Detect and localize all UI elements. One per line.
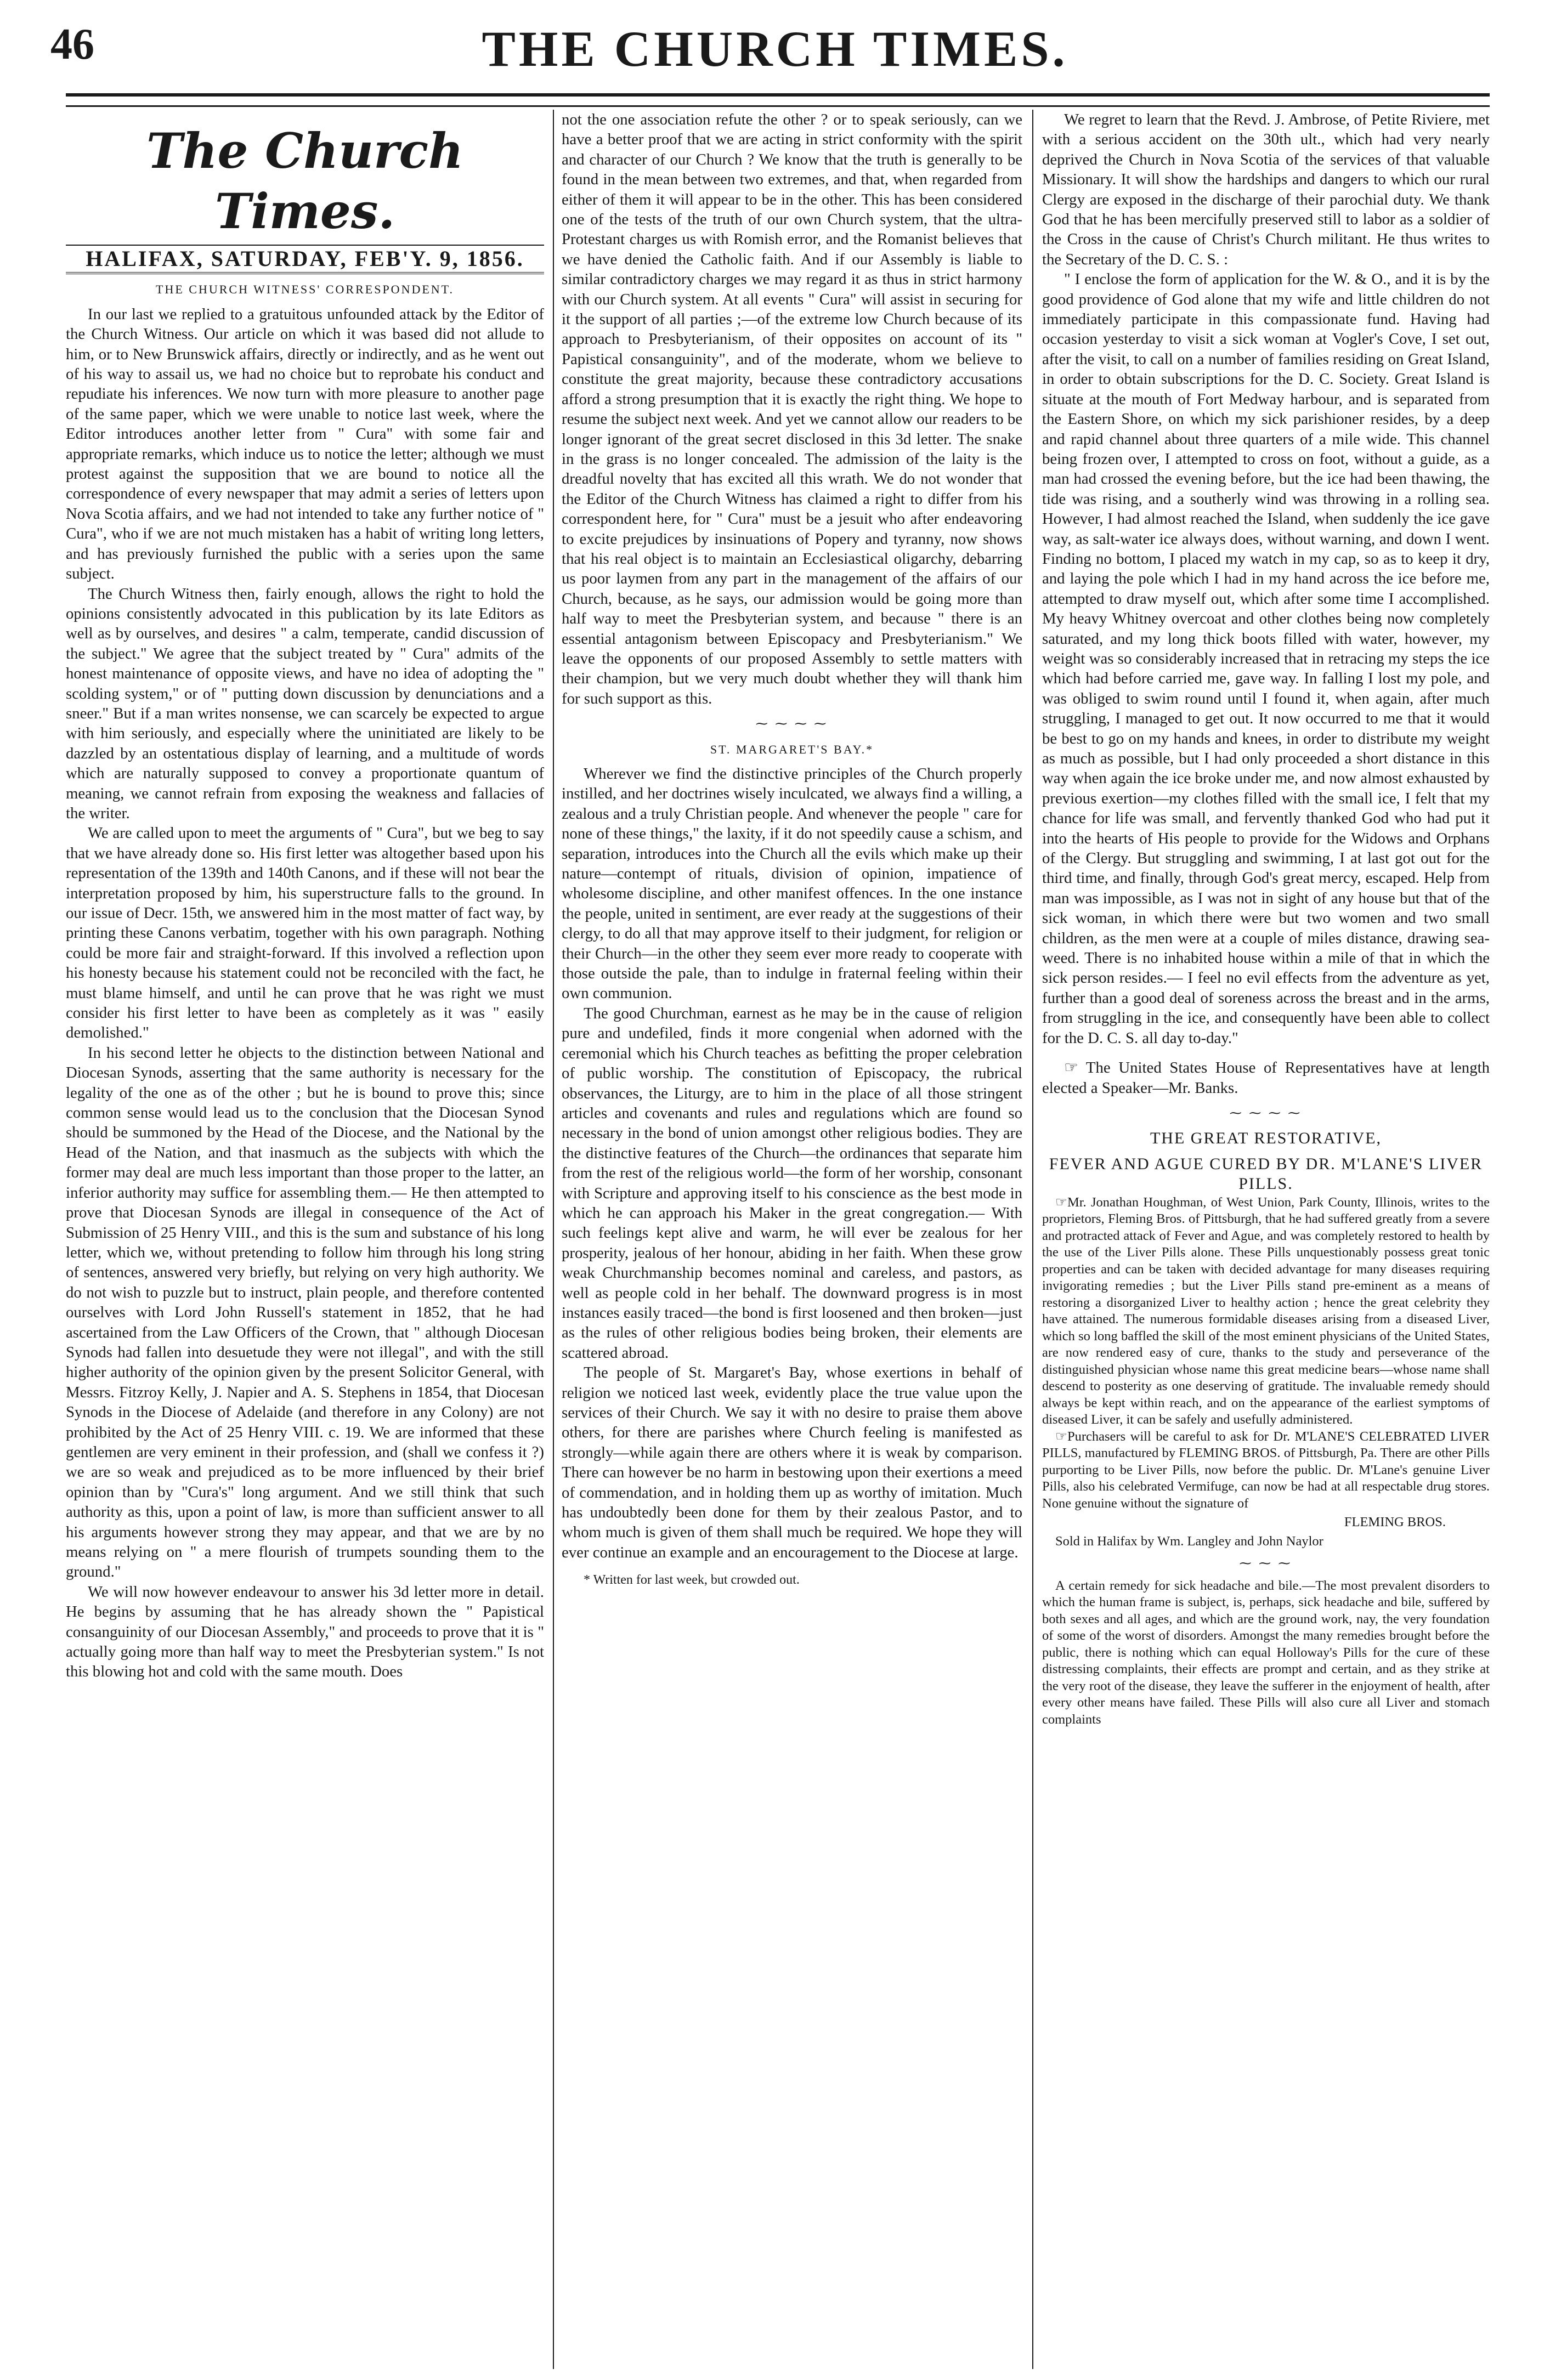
- article-paragraph: The people of St. Margaret's Bay, whose exertions in behalf of religion we noticed last week, evidently place the true value upon the services of their Church. We say it with no desire to praise them above others, for there are parishes where Church feeling is manifested as strongly—while again there are others where it is weak by comparison. There can however be no harm in bestowing upon their exertions a meed of commendation, and in holding them up as worthy of imitation. Much has undoubtedly been done for them by their zealous Pastor, and to whom much is given of them shall much be required. We hope they will ever continue an example and an encouragement to the Diocese at large.: [562, 1364, 1022, 1561]
- advert-paragraph: A certain remedy for sick headache and bile.—The most prevalent disorders to which the human frame is subject, is, perhaps, sick headache and bile, suffered by both sexes and all ages, and which are the ground work, nay, the very foundation of some of the worst of disorders. Amongst the many remedies brought before the public, there is nothing which can equal Holloway's Pills for the cure of these distressing complaints, their effects are prompt and certain, and as they strike at the very root of the disease, they leave the sufferer in the enjoyment of health, after every other means have failed. These Pills will also cure all Liver and stomach complaints: [1042, 1578, 1490, 1727]
- column-1: [66, 110, 544, 2369]
- advert-signature: FLEMING BROS.: [1344, 1515, 1446, 1530]
- masthead-rule: [66, 93, 1490, 107]
- footnote: * Written for last week, but crowded out.: [584, 1573, 800, 1588]
- column-rule-1: [553, 110, 554, 2369]
- article-paragraph: In our last we replied to a gratuitous unfounded attack by the Editor of the Church Witness. Our article on which it was based did not allude to him, or to New Brunswick affairs, directly or indirectly, and as he went out of his way to assail us, we had no choice but to reprobate his conduct and repudiate his inferences. We now turn with more pleasure to another page of the same paper, which we were unable to notice last week, where the Editor introduces another letter from " Cura" with some fair and appropriate remarks, which induce us to notice the letter; although we must protest against the supposition that we are bound to notice all the correspondence of every newspaper that may admit a series of letters upon Nova Scotia affairs, and we had not intended to take any further notice of " Cura", who if we are not much mistaken has a habit of writing long letters, and has previously furnished the public with a series upon the same subject.: [66, 305, 544, 583]
- notice: ☞ The United States House of Representatives have at length elected a Speaker—Mr. Banks.: [1042, 1059, 1490, 1097]
- article-paragraph: The Church Witness then, fairly enough, allows the right to hold the opinions consistently advocated in this publication by its late Editors as well as by ourselves, and desires " a calm, temperate, candid discussion of the subject." We agree that the subject treated by " Cura" admits of the honest maintenance of opposite views, and have no idea of adopting the " scolding system," or of " putting down discussion by denunciations and a sneer." But if a man writes nonsense, we can scarcely be expected to argue with him seriously, and especially where the uninitiated are likely to be dazzled by an ostentatious display of learning, and a multitude of words which are naturally supposed to convey a proportionate quantum of meaning, we cannot refrain from exposing the weakness and fallacies of the writer.: [66, 585, 544, 822]
- advert-subheading: FEVER AND AGUE CURED BY DR. M'LANE'S LIVER PILLS.: [1049, 1154, 1483, 1193]
- advert: [1042, 1194, 1490, 1729]
- column-rule-2: [1032, 110, 1033, 2369]
- ornament-divider: ⁓ ⁓ ⁓ ⁓: [1229, 1106, 1303, 1120]
- advert-sold: Sold in Halifax by Wm. Langley and John Naylor: [1055, 1533, 1323, 1549]
- section-heading: ST. MARGARET'S BAY.*: [710, 742, 874, 756]
- article-paragraph: Wherever we find the distinctive principles of the Church properly instilled, and her doctrines wisely inculcated, we always find a willing, a zealous and a truly Christian people. And whenever the people " care for none of these things," the laxity, if it do not speedily cause a schism, and separation, introduces into the Church all the evils which make up their nature—contempt of rituals, division of opinion, impatience of wholesome discipline, and other manifest offences. In the one instance the people, united in sentiment, are ever ready at the suggestions of their clergy, to do all that may approve itself to their judgment, for religion or their Church—in the other they seem ever more ready to cooperate with those outside the pale, than to indulge in fraternal feeling within their own communion.: [562, 765, 1022, 1002]
- section-heading: THE CHURCH WITNESS' CORRESPONDENT.: [156, 282, 454, 297]
- masthead: THE CHURCH TIMES.: [482, 21, 1068, 77]
- paper-title: The Church Times.: [146, 122, 463, 240]
- column-3: [1042, 110, 1490, 2369]
- quoted-letter: " I enclose the form of application for the W. & O., and it is by the good providence of God alone that my wife and little children do not immediately participate in this compassionate fund. Having had occasion yesterday to visit a sick woman at Vogler's Cove, I set out, after the visit, to call on a number of families residing on Great Island, in order to obtain subscriptions for the D. C. Society. Great Island is situate at the mouth of Fort Medway harbour, and is separated from the Eastern Shore, on which my sick parishioner resides, by a deep and rapid channel about three quarters of a mile wide. This channel being frozen over, I attempted to cross on foot, without a guide, as a man had crossed the evening before, but the ice had been thawing, the tide was rising, and a southerly wind was throwing in a rolling sea. However, I had almost reached the Island, when suddenly the ice gave way, as salt-water ice always does, without warning, and down I went. Finding no bottom, I placed my watch in my cap, so as to keep it dry, and laying the pole which I had in my hand across the ice before me, attempted to draw myself out, which after some time I accomplished. My heavy Whitney overcoat and other clothes being now completely saturated, and my long thick boots filled with water, however, my weight was so considerably increased that in retracing my steps the ice which had before carried me, gave way. In falling I lost my pole, and was obliged to swim round until I found it, when again, after much struggling, I managed to get out. It now occurred to me that it would be best to go on my hands and knees, in order to distribute my weight as much as possible, but I had only proceeded a short distance in this way when again the ice broke under me, and now almost exhausted by previous exertion—my clothes filled with the small ice, I felt that my chance for life was small, and fervently thanked God who had put it into the hearts of His people to provide for the Widows and Orphans of the Clergy. But struggling and swimming, I at last got out for the third time, and finally, through God's great mercy, escaped. Help from man was impossible, as I was not in sight of any house but that of the sick woman, in which there were but two women and two small children, as the men were at a couple of miles distance, drawing sea-weed. There is no inhabited house within a mile of that in which the sick person resides.— I feel no evil effects from the adventure as yet, further than a good deal of soreness across the breast and in the arms, from struggling in the ice, and consequently have been able to collect for the D. C. S. all day to-day.": [1042, 270, 1490, 1047]
- dateline: HALIFAX, SATURDAY, FEB'Y. 9, 1856.: [66, 245, 544, 274]
- advert-heading: THE GREAT RESTORATIVE,: [1150, 1129, 1382, 1148]
- advert-paragraph: ☞Purchasers will be careful to ask for Dr. M'LANE'S CELEBRATED LIVER PILLS, manufactured by FLEMING BROS. of Pittsburgh, Pa. There are other Pills purporting to be Liver Pills, now before the public. Dr. M'Lane's genuine Liver Pills, also his celebrated Vermifuge, can now be had at all respectable drug stores. None genuine without the signature of: [1042, 1429, 1490, 1511]
- ornament-divider: ⁓ ⁓ ⁓: [1239, 1556, 1293, 1571]
- article-paragraph: We will now however endeavour to answer his 3d letter more in detail. He begins by assuming that he has already shown the " Papistical consanguinity of our Diocesan Assembly," and proceeds to prove that it is " actually going more than half way to meet the Presbyterian system." Is not this blowing hot and cold with the same mouth. Does: [66, 1583, 544, 1681]
- advert-paragraph: ☞Mr. Jonathan Houghman, of West Union, Park County, Illinois, writes to the proprietors, Fleming Bros. of Pittsburgh, that he had suffered greatly from a severe and protracted attack of Fever and Ague, and was completely restored to health by the use of the Liver Pills alone. These Pills unquestionably possess great tonic properties and can be taken with decided advantage for many diseases requiring invigorating remedies ; but the Liver Pills stand pre-eminent as a means of restoring a disorganized Liver to healthy action ; hence the great celebrity they have attained. The numerous formidable diseases arising from a diseased Liver, which so long baffled the skill of the most eminent physicians of the United States, are now rendered easy of cure, thanks to the study and perseverance of the distinguished physician whose name this great medicine bears—whose name shall descend to posterity as one deserving of gratitude. The invaluable remedy should always be kept within reach, and on the appearance of the earliest symptoms of diseased Liver, it can be safely and usefully administered.: [1042, 1194, 1490, 1427]
- article-paragraph: The good Churchman, earnest as he may be in the cause of religion pure and undefiled, finds it more congenial when adorned with the ceremonial which his Church teaches as befitting the proper celebration of public worship. The constitution of Episcopacy, the rubrical observances, the Liturgy, are to him in the place of all those stringent articles and covenants and rules and regulations which are found so necessary in the bond of union amongst other religious bodies. They are the distinctive features of the Church—the ordinances that separate him from the rest of the religious world—the form of her worship, consonant with Scripture and approving itself to his conscience as the best mode in which he can approach his Maker in the great congregation.— With such feelings kept alive and warm, he will ever be zealous for her prosperity, jealous of her honour, abiding in her faith. When these grow weak Churchmanship becomes nominal and careless, and pastors, as well as people cold in her behalf. The downward progress is in most instances easily traced—the bond is first loosened and then broken—just as the rules of other religious bodies being broken, their elements are scattered abroad.: [562, 1004, 1022, 1362]
- ornament-divider: ⁓ ⁓ ⁓ ⁓: [755, 717, 829, 731]
- article-paragraph: We regret to learn that the Revd. J. Ambrose, of Petite Riviere, met with a serious accident on the 30th ult., which had very nearly deprived the Church in Nova Scotia of the services of that valuable Missionary. It will show the hardships and dangers to which our rural Clergy are exposed in the discharge of their parochial duty. We thank God that he has been mercifully preserved still to labor as a soldier of the Cross in the cause of Christ's Church militant. He thus writes to the Secretary of the D. C. S. :: [1042, 111, 1490, 268]
- article-paragraph: not the one association refute the other ? or to speak seriously, can we have a better proof that we are acting in strict conformity with the spirit and character of our Church ? We know that the truth is generally to be found in the mean between two extremes, and that, when regarded from either of them it will appear to be in the other. This has been considered one of the tests of the truth of our own Church system, that the ultra-Protestant charges us with Romish error, and the Romanist believes that we have denied the Catholic faith. And if our Assembly is liable to similar contradictory charges we may regard it as thus in strict harmony with our Church system. At all events " Cura" will assist in securing for it the support of all parties ;—of the extreme low Church because of its approach to Presbyterianism, of their opposites on account of its " Papistical consanguinity", and of the moderate, whom we believe to constitute the great majority, because these contradictory accusations afford a strong presumption that it is exactly the right thing. We hope to resume the subject next week. And yet we cannot allow our readers to be longer ignorant of the great secret disclosed in this 3d letter. The snake in the grass is no longer concealed. The admission of the laity is the dreadful novelty that has excited all this wrath. We do not wonder that the Editor of the Church Witness has claimed a right to differ from his correspondent here, for " Cura" must be a jesuit who after endeavoring to excite prejudices by insinuations of Popery and tyranny, now shows that his real object is to maintain an Ecclesiastical oligarchy, debarring us poor laymen from any part in the management of the affairs of our Church, because, as he says, our admission would be going more than half way to meet the Presbyterian system, and because " there is an essential antagonism between Episcopacy and Presbyterianism." We leave the opponents of our proposed Assembly to settle matters with their champion, but we very much doubt whether they will thank him for such support as this.: [562, 111, 1022, 707]
- column-2: [562, 110, 1022, 2369]
- article-paragraph: In his second letter he objects to the distinction between National and Diocesan Synods, asserting that the same authority is necessary for the legality of the one as of the other ; but he is bound to prove this; since common sense would lead us to the conclusion that the Diocesan Synod should be summoned by the Head of the Diocese, and the National by the Head of the Nation, and that inasmuch as the subjects with which the former may deal are much less important than those proper to the latter, an inferior authority may suffice for assembling them.— He then attempted to prove that Diocesan Synods are illegal in consequence of the Act of Submission of 25 Henry VIII., and this is the sum and substance of his long letter, which we, without pretending to follow him through his long string of sentences, answered very briefly, but relying on very high authority. We do not wish to puzzle but to instruct, plain people, and therefore contented ourselves with Lord John Russell's statement in 1852, that he had ascertained from the Law Officers of the Crown, that " although Diocesan Synods had fallen into desuetude they were not illegal", and with the still higher authority of the opinion given by the present Solicitor General, with Messrs. Fitzroy Kelly, J. Napier and A. S. Stephens in 1854, that Diocesan Synods in the Diocese of Adelaide (and therefore in any Colony) are not prohibited by the Act of 25 Henry VIII. c. 19. We are informed that these gentlemen are very eminent in their profession, and (shall we confess it ?) we are so weak and prejudiced as to be more influenced by their brief opinion than by "Cura's" long argument. And we still think that such authority as this, upon a point of law, is more than sufficient answer to all his arguments however strong they may appear, and that we are by no means relying on " a mere flourish of trumpets sounding them to the ground.": [66, 1044, 544, 1581]
- page-number: 46: [50, 20, 94, 69]
- article-paragraph: We are called upon to meet the arguments of " Cura", but we beg to say that we have already done so. His first letter was altogether based upon his representation of the 139th and 140th Canons, and if these will not bear the interpretation proposed by him, his superstructure falls to the ground. In our issue of Decr. 15th, we answered him in the most matter of fact way, by printing these Canons verbatim, together with his own paragraph. Nothing could be more fair and straight-forward. If this involved a reflection upon his honesty because his statement could not be reconciled with the fact, he must blame himself, and until he can prove that he was right we must consider his first letter to have been as completely as it was " easily demolished.": [66, 824, 544, 1042]
- columns: [66, 110, 1490, 2369]
